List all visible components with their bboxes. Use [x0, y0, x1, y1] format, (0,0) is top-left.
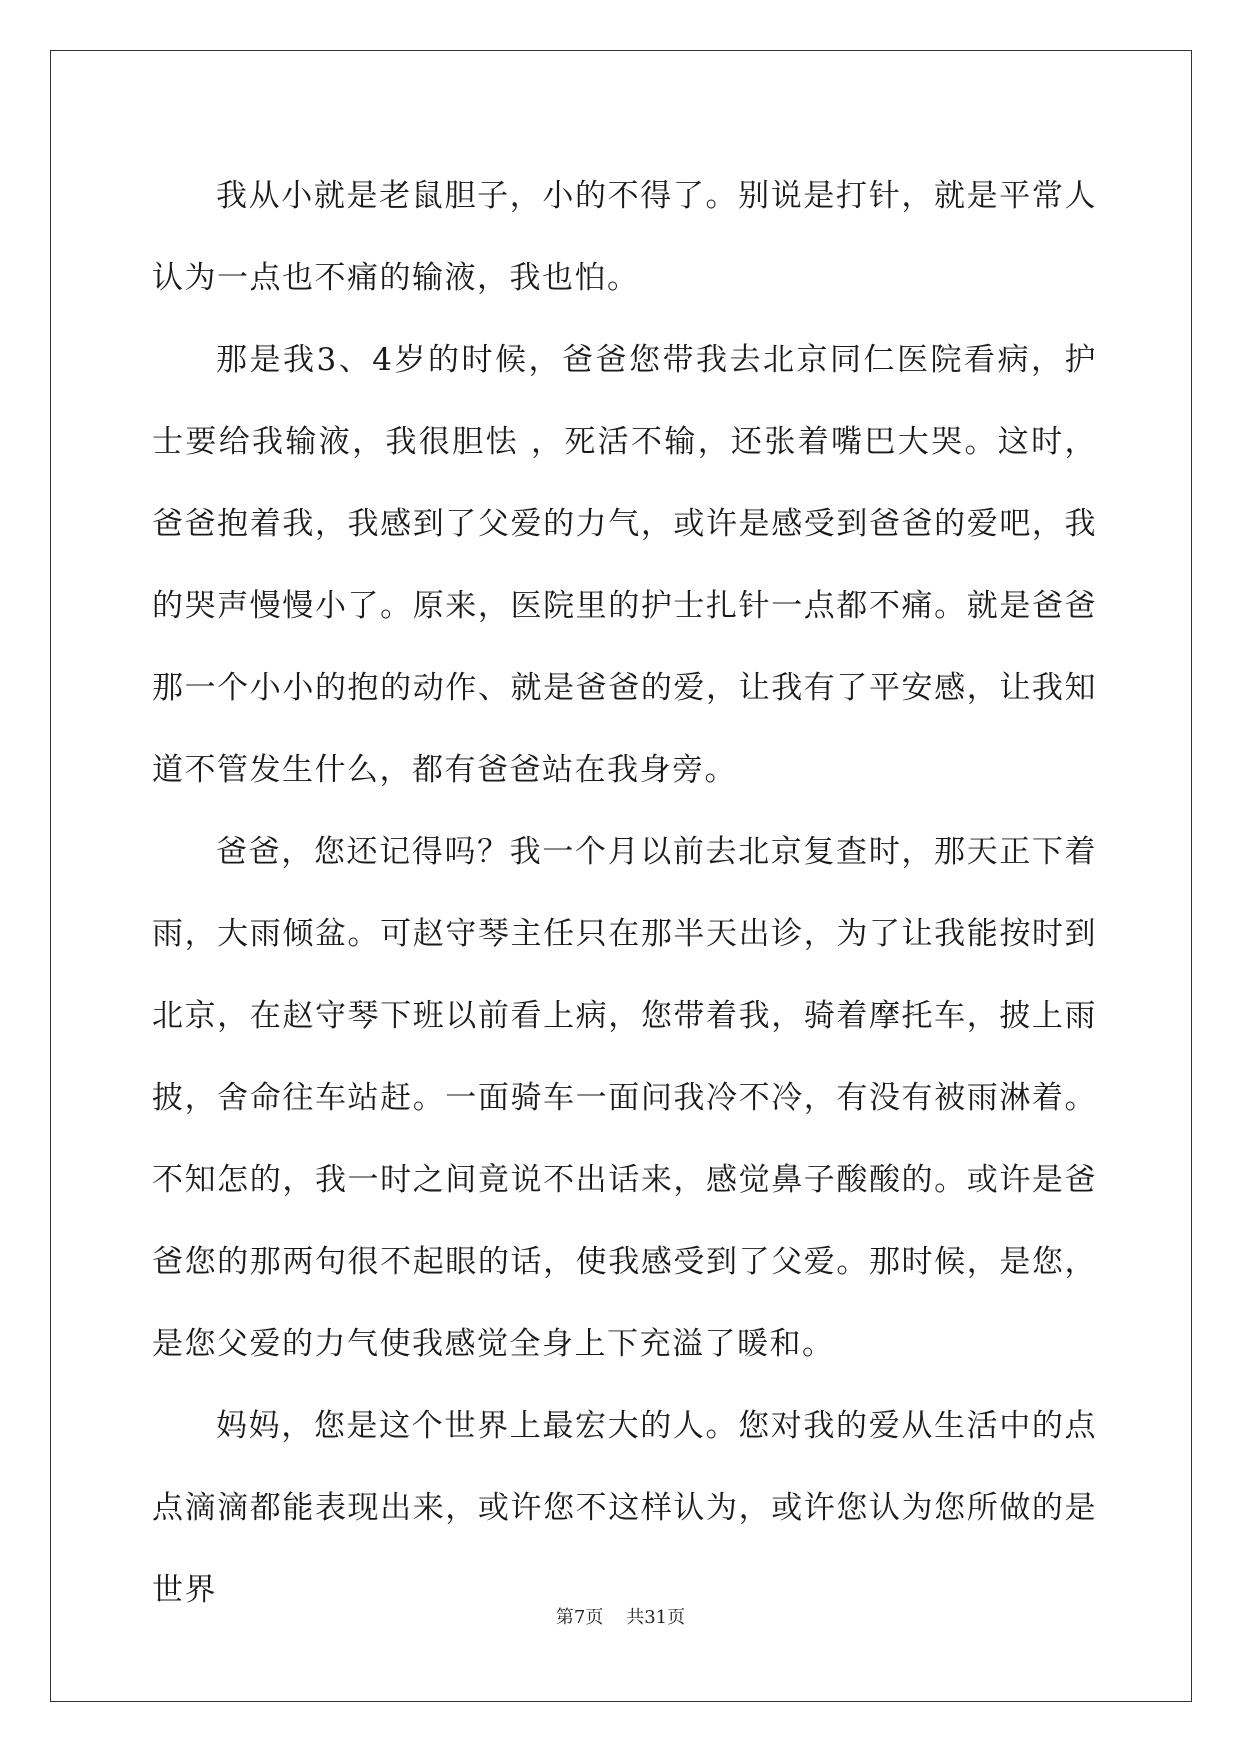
paragraph-4: 妈妈，您是这个世界上最宏大的人。您对我的爱从生活中的点点滴滴都能表现出来，或许您不这样认为，或许您认为您所做的是世界 — [152, 1408, 1097, 1608]
paragraph-1: 我从小就是老鼠胆子，小的不得了。别说是打针，就是平常人认为一点也不痛的输液，我也怕。 — [152, 178, 1097, 296]
paragraph-3: 爸爸，您还记得吗？我一个月以前去北京复查时，那天正下着雨，大雨倾盆。可赵守琴主任只在那半天出诊，为了让我能按时到北京，在赵守琴下班以前看上病，您带着我，骑着摩托车，披上雨披，舍命往车站赶。一面骑车一面问我冷不冷，有没有被雨淋着。不知怎的，我一时之间竟说不出话来，感觉鼻子酸酸的。或许是爸爸您的那两句很不起眼的话，使我感受到了父爱。那时候，是您，是您父爱的力气使我感觉全身上下充溢了暖和。 — [152, 834, 1097, 1362]
page-number-footer: 第7页 共31页 — [555, 1607, 686, 1628]
document-body — [152, 155, 1097, 1631]
paragraph-2: 那是我3、4岁的时候，爸爸您带我去北京同仁医院看病，护士要给我输液，我很胆怯 ，死活不输，还张着嘴巴大哭。这时，爸爸抱着我，我感到了父爱的力气，或许是感受到爸爸的爱吧，我的哭声慢慢小了。原来，医院里的护士扎针一点都不痛。就是爸爸那一个小小的抱的动作、就是爸爸的爱，让我有了平安感，让我知道不管发生什么，都有爸爸站在我身旁。 — [152, 342, 1097, 788]
